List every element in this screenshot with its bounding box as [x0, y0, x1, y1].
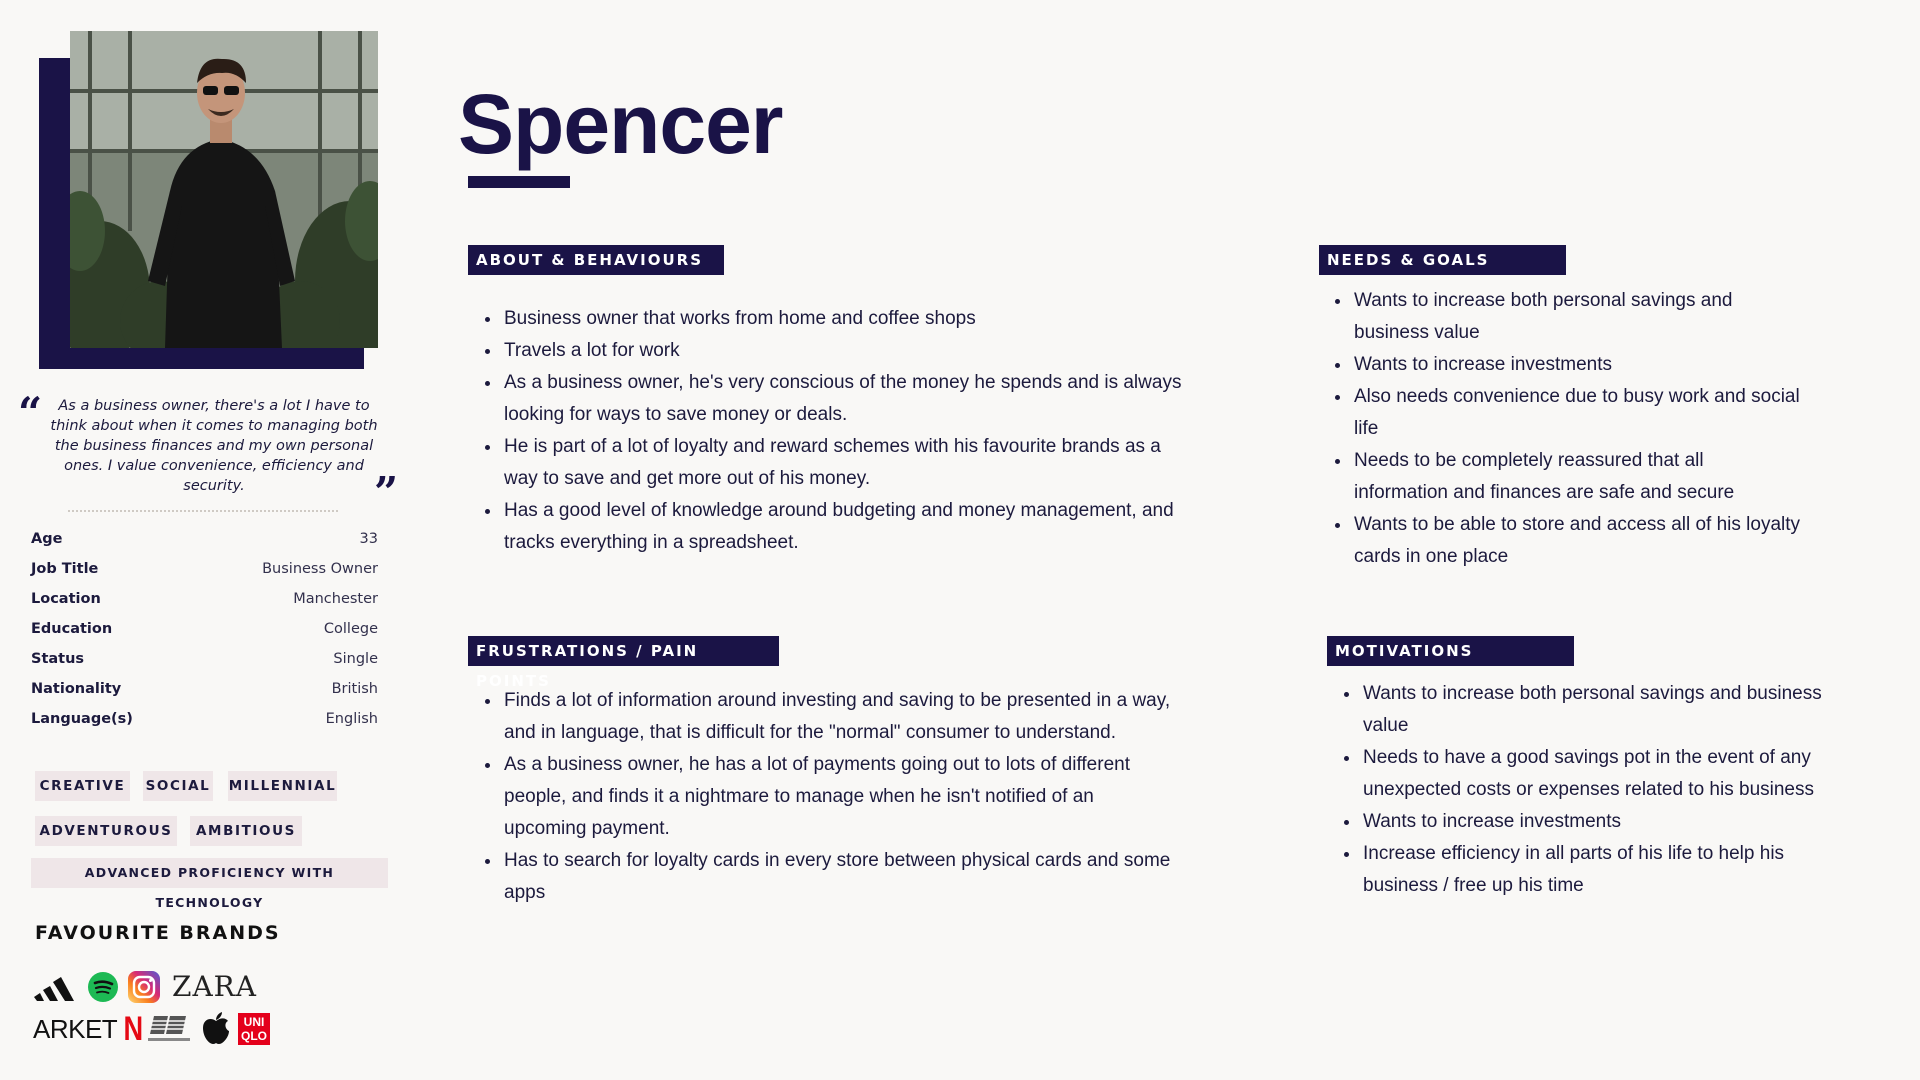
- tag-adventurous: ADVENTUROUS: [35, 816, 177, 846]
- about-list: [470, 303, 1182, 559]
- section-heading-needs: NEEDS & GOALS: [1319, 245, 1566, 275]
- list-item: • Travels a lot for work: [502, 335, 1182, 367]
- new-balance-logo-icon: [146, 1014, 192, 1044]
- list-item: • Wants to increase both personal savings and business value: [1352, 285, 1802, 349]
- info-label: Nationality: [31, 681, 122, 697]
- quote-close-icon: ”: [374, 468, 399, 517]
- section-heading-frustrations: FRUSTRATIONS / PAIN POINTS: [468, 636, 779, 666]
- uniqlo-logo: [238, 1013, 270, 1045]
- info-value: English: [325, 711, 378, 727]
- list-item: • Wants to increase both personal savings and business value: [1361, 678, 1831, 742]
- info-label: Education: [31, 621, 113, 637]
- list-item: • As a business owner, he has a lot of payments going out to lots of different people, and finds it a nightmare to manage when he isn't notified of an upcoming payment.: [502, 749, 1177, 845]
- persona-photo: [70, 31, 378, 348]
- list-item: • Also needs convenience due to busy work and social life: [1352, 381, 1802, 445]
- motivations-list: [1329, 678, 1831, 902]
- persona-quote: As a business owner, there's a lot I have to think about when it comes to managing both the business finances and my own personal ones. I value convenience, efficiency and security.: [50, 398, 378, 494]
- uniqlo-logo-line-1: UNI: [243, 1015, 265, 1029]
- info-value: British: [331, 681, 378, 697]
- needs-list: [1320, 285, 1802, 573]
- zara-logo: ZARA: [172, 970, 257, 1003]
- instagram-logo-icon: [128, 971, 160, 1003]
- list-item: • As a business owner, he's very conscious of the money he spends and is always looking for ways to save money or deals.: [502, 367, 1182, 431]
- spotify-logo-icon: [88, 972, 118, 1002]
- list-item: • Needs to be completely reassured that all information and finances are safe and secure: [1352, 445, 1802, 509]
- netflix-logo: N: [123, 1010, 144, 1048]
- apple-logo-icon: [202, 1011, 230, 1045]
- section-heading-about: ABOUT & BEHAVIOURS: [468, 245, 724, 275]
- info-row-status: [31, 644, 378, 674]
- quote-open-icon: “: [18, 388, 43, 437]
- divider: [68, 510, 338, 512]
- info-value: Manchester: [293, 591, 378, 607]
- list-item: • Wants to be able to store and access all of his loyalty cards in one place: [1352, 509, 1802, 573]
- list-item: • Needs to have a good savings pot in the event of any unexpected costs or expenses related to his business: [1361, 742, 1831, 806]
- list-item: • Finds a lot of information around investing and saving to be presented in a way, and in language, that is difficult for the "normal" consumer to understand.: [502, 685, 1177, 749]
- info-row-job-title: [31, 554, 378, 584]
- section-heading-motivations: MOTIVATIONS: [1327, 636, 1574, 666]
- info-row-languages: [31, 704, 378, 734]
- info-value: 33: [359, 531, 378, 547]
- adidas-logo-icon: [34, 975, 74, 1001]
- tag-creative: CREATIVE: [35, 771, 130, 801]
- tag-ambitious: AMBITIOUS: [190, 816, 302, 846]
- persona-name: Spencer: [458, 77, 783, 171]
- info-label: Location: [31, 591, 101, 607]
- info-row-education: [31, 614, 378, 644]
- info-row-nationality: [31, 674, 378, 704]
- tag-advanced-proficiency: ADVANCED PROFICIENCY WITH TECHNOLOGY: [31, 858, 388, 888]
- info-row-location: [31, 584, 378, 614]
- list-item: • Increase efficiency in all parts of his life to help his business / free up his time: [1361, 838, 1831, 902]
- list-item: • He is part of a lot of loyalty and reward schemes with his favourite brands as a way to save and get more out of his money.: [502, 431, 1182, 495]
- info-label: Job Title: [31, 561, 99, 577]
- list-item: • Has to search for loyalty cards in every store between physical cards and some apps: [502, 845, 1177, 909]
- tag-millennial: MILLENNIAL: [228, 771, 337, 801]
- list-item: • Wants to increase investments: [1352, 349, 1802, 381]
- info-label: Status: [31, 651, 85, 667]
- info-table: [31, 524, 378, 734]
- info-label: Age: [31, 531, 63, 547]
- tag-social: SOCIAL: [143, 771, 213, 801]
- info-value: Business Owner: [262, 561, 378, 577]
- info-label: Language(s): [31, 711, 133, 727]
- info-row-age: [31, 524, 378, 554]
- info-value: College: [323, 621, 378, 637]
- frustrations-list: [470, 685, 1177, 909]
- list-item: • Has a good level of knowledge around budgeting and money management, and tracks everything in a spreadsheet.: [502, 495, 1182, 559]
- name-underline: [468, 176, 570, 188]
- favourite-brands-title: FAVOURITE BRANDS: [35, 922, 281, 944]
- list-item: • Wants to increase investments: [1361, 806, 1831, 838]
- info-value: Single: [333, 651, 378, 667]
- arket-logo: ARKET: [33, 1014, 118, 1044]
- uniqlo-logo-line-2: QLO: [241, 1029, 267, 1043]
- list-item: • Business owner that works from home and coffee shops: [502, 303, 1182, 335]
